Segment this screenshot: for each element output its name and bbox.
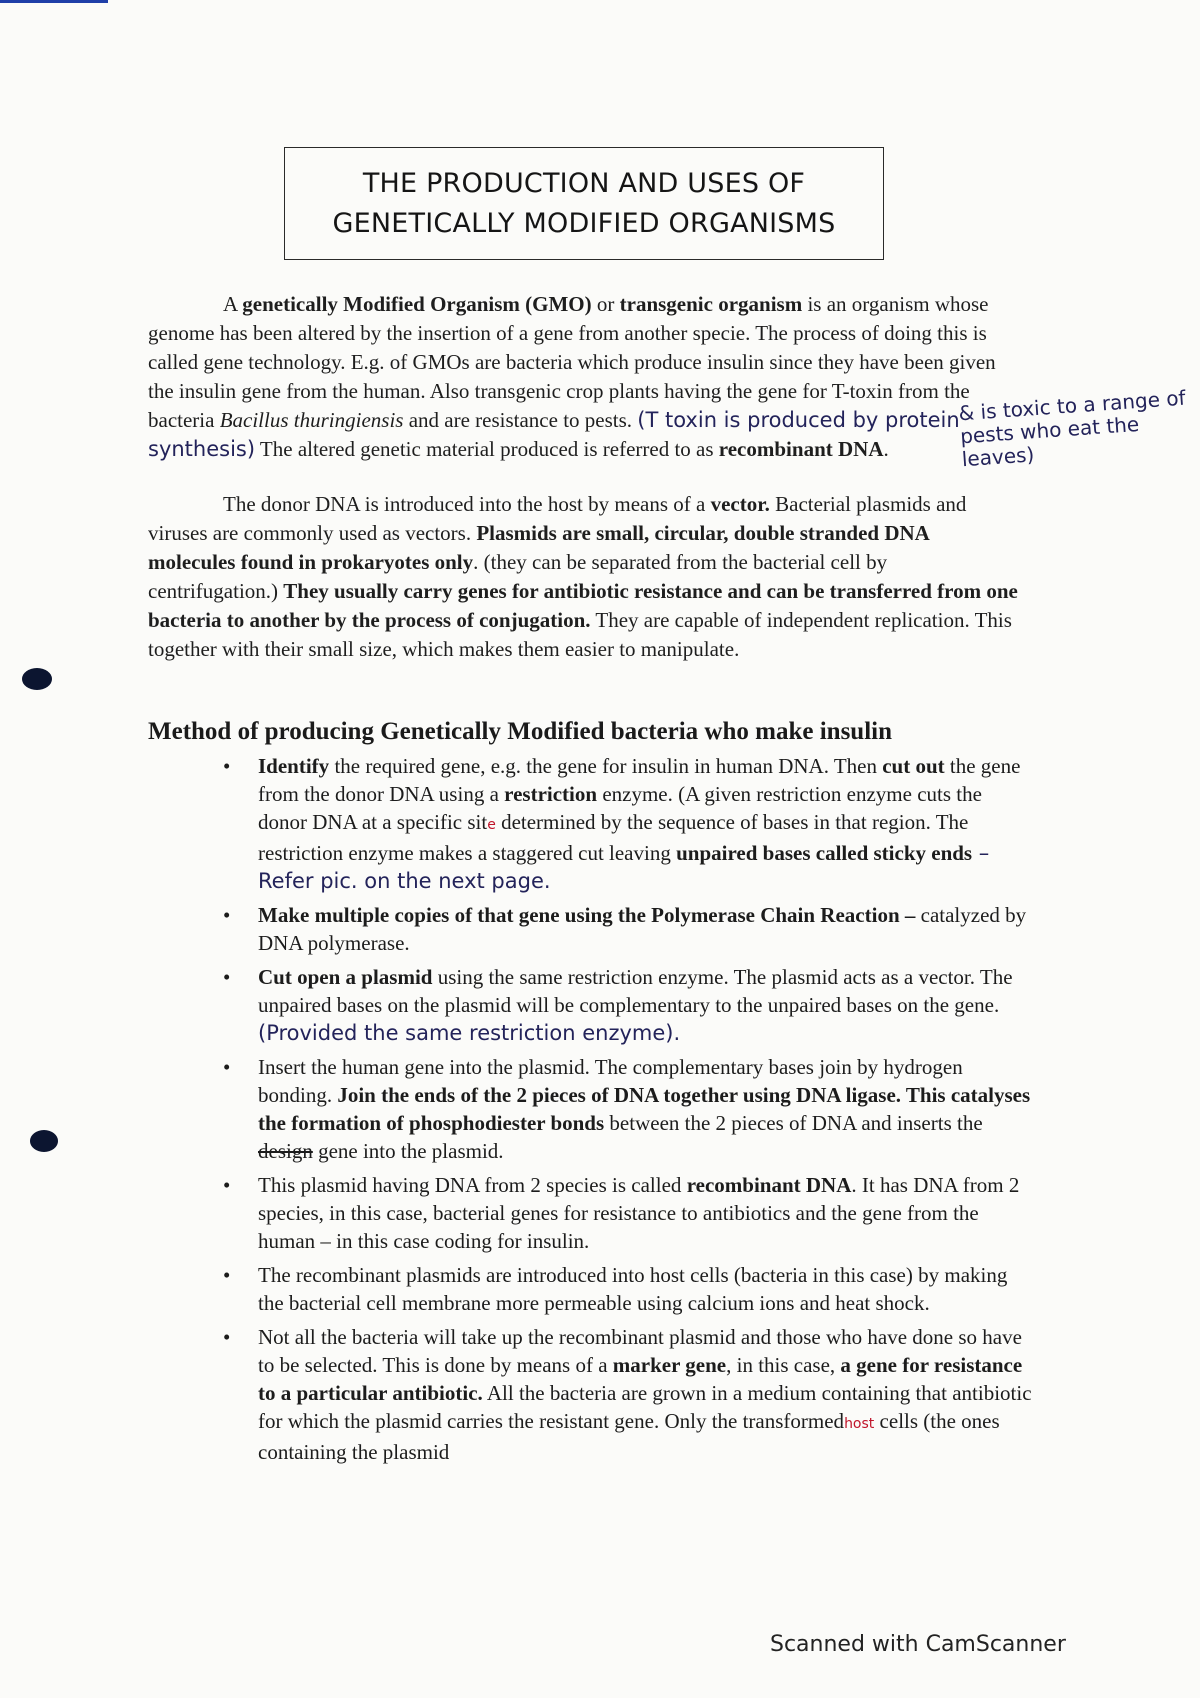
vector-text: They are capable of independent replication. This together with their small size, which makes them easier to manipulate. (148, 608, 1012, 661)
step-text: using the same restriction enzyme. The plasmid acts as a vector. The unpaired bases on the plasmid will be complementary to the unpaired bases on the gene. (258, 965, 1013, 1017)
list-item (215, 752, 1035, 895)
step-text: catalyzed by DNA polymerase. (258, 903, 1027, 955)
gmo-term: genetically Modified Organism (GMO) (242, 292, 592, 316)
step-text: cells (the ones containing the plasmid (258, 1409, 1000, 1464)
vector-text: Bacterial plasmids and viruses are commonly used as vectors. (148, 492, 967, 545)
bold-term: Identify (258, 754, 330, 778)
step-text: the required gene, e.g. the gene for insulin in human DNA. Then (329, 754, 883, 778)
step-text: Not all the bacteria will take up the recombinant plasmid and those who have done so have to be selected. This is done by means of a (258, 1325, 1022, 1377)
list-item (215, 901, 1035, 957)
top-edge-line (0, 0, 108, 3)
bold-term: restriction (504, 782, 598, 806)
handwritten-correction: e (487, 817, 496, 833)
species-name: Bacillus thuringiensis (219, 408, 404, 432)
vector-paragraph (148, 490, 1018, 664)
handwritten-side-note: & is toxic to a range of pests who eat the leaves) (957, 385, 1187, 472)
step-text: enzyme. (A given restriction enzyme cuts the donor DNA at a specific sit (258, 782, 982, 834)
handwritten-note: – Refer pic. on the next page. (258, 841, 990, 893)
intro-text: and are resistance to pests. (403, 408, 633, 432)
intro-text: . (883, 437, 889, 461)
list-item (215, 1323, 1035, 1466)
title-box (284, 147, 884, 260)
title-line-2: GENETICALLY MODIFIED ORGANISMS (332, 207, 836, 239)
bold-term: Make multiple copies of that gene using the Polymerase Chain Reaction – (258, 903, 916, 927)
step-text: determined by the sequence of bases in that region. The restriction enzyme makes a staggered cut leaving (258, 810, 969, 865)
bold-term: a gene for resistance to a particular antibiotic. (258, 1353, 1023, 1405)
step-text: , in this case, (726, 1353, 841, 1377)
section-heading: Method of producing Genetically Modified bacteria who make insulin (148, 718, 892, 745)
list-item (215, 1053, 1035, 1165)
vector-term: vector. (710, 492, 770, 516)
bold-term: marker gene (612, 1353, 727, 1377)
step-text: All the bacteria are grown in a medium containing that antibiotic for which the plasmid carries the resistant gene. Only the transformed (258, 1381, 1032, 1433)
bold-term: recombinant DNA (686, 1173, 852, 1197)
transgenic-term: transgenic organism (619, 292, 803, 316)
step-text: the gene from the donor DNA using a (258, 754, 1021, 806)
step-text: between the 2 pieces of DNA and inserts the (604, 1111, 983, 1135)
title-line-1: THE PRODUCTION AND USES OF (362, 167, 806, 199)
intro-text: is an organism whose genome has been altered by the insertion of a gene from another specie. The process of doing this is called gene technology. E.g. of GMOs are bacteria which produce insulin since they have been given the insulin gene from the human. Also transgenic crop plants having the gene for T-toxin from the bacteria (148, 292, 996, 432)
step-text: The recombinant plasmids are introduced into host cells (bacteria in this case) by making the bacterial cell membrane more permeable using calcium ions and heat shock. (258, 1263, 1008, 1315)
step-text: Insert the human gene into the plasmid. The complementary bases join by hydrogen bonding. (258, 1055, 963, 1107)
bold-term: unpaired bases called sticky ends (676, 841, 973, 865)
step-text: This plasmid having DNA from 2 species is called (258, 1173, 687, 1197)
intro-text: or (591, 292, 620, 316)
list-item (215, 1261, 1035, 1317)
punch-hole (22, 668, 52, 690)
handwritten-note: (T toxin is produced by protein synthesis) (148, 408, 960, 461)
list-item (215, 963, 1035, 1047)
method-steps-list (215, 752, 1035, 1472)
vector-text: The donor DNA is introduced into the host by means of a (223, 492, 711, 516)
punch-hole (30, 1130, 58, 1152)
plasmid-fact: They usually carry genes for antibiotic resistance and can be transferred from one bacteria to another by the process of conjugation. (148, 579, 1018, 632)
intro-text: A (223, 292, 243, 316)
plasmid-definition: Plasmids are small, circular, double stranded DNA molecules found in prokaryotes only (148, 521, 929, 574)
intro-paragraph (148, 290, 1018, 464)
step-text: . It has DNA from 2 species, in this case, bacterial genes for resistance to antibiotics and the gene from the human – in this case coding for insulin. (258, 1173, 1020, 1253)
scanner-watermark: Scanned with CamScanner (770, 1632, 1066, 1657)
list-item (215, 1171, 1035, 1255)
crossed-out-word: design (258, 1139, 313, 1163)
bold-term: cut out (882, 754, 945, 778)
vector-text: . (they can be separated from the bacterial cell by centrifugation.) (148, 550, 888, 603)
bold-term: Join the ends of the 2 pieces of DNA together using DNA ligase. This catalyses the formation of phosphodiester bonds (258, 1083, 1031, 1135)
step-text: gene into the plasmid. (312, 1139, 504, 1163)
handwritten-note: (Provided the same restriction enzyme). (258, 1021, 681, 1045)
recombinant-term: recombinant DNA (718, 437, 884, 461)
handwritten-correction: host (844, 1416, 875, 1432)
bold-term: Cut open a plasmid (258, 965, 433, 989)
intro-text: The altered genetic material produced is referred to as (255, 437, 719, 461)
